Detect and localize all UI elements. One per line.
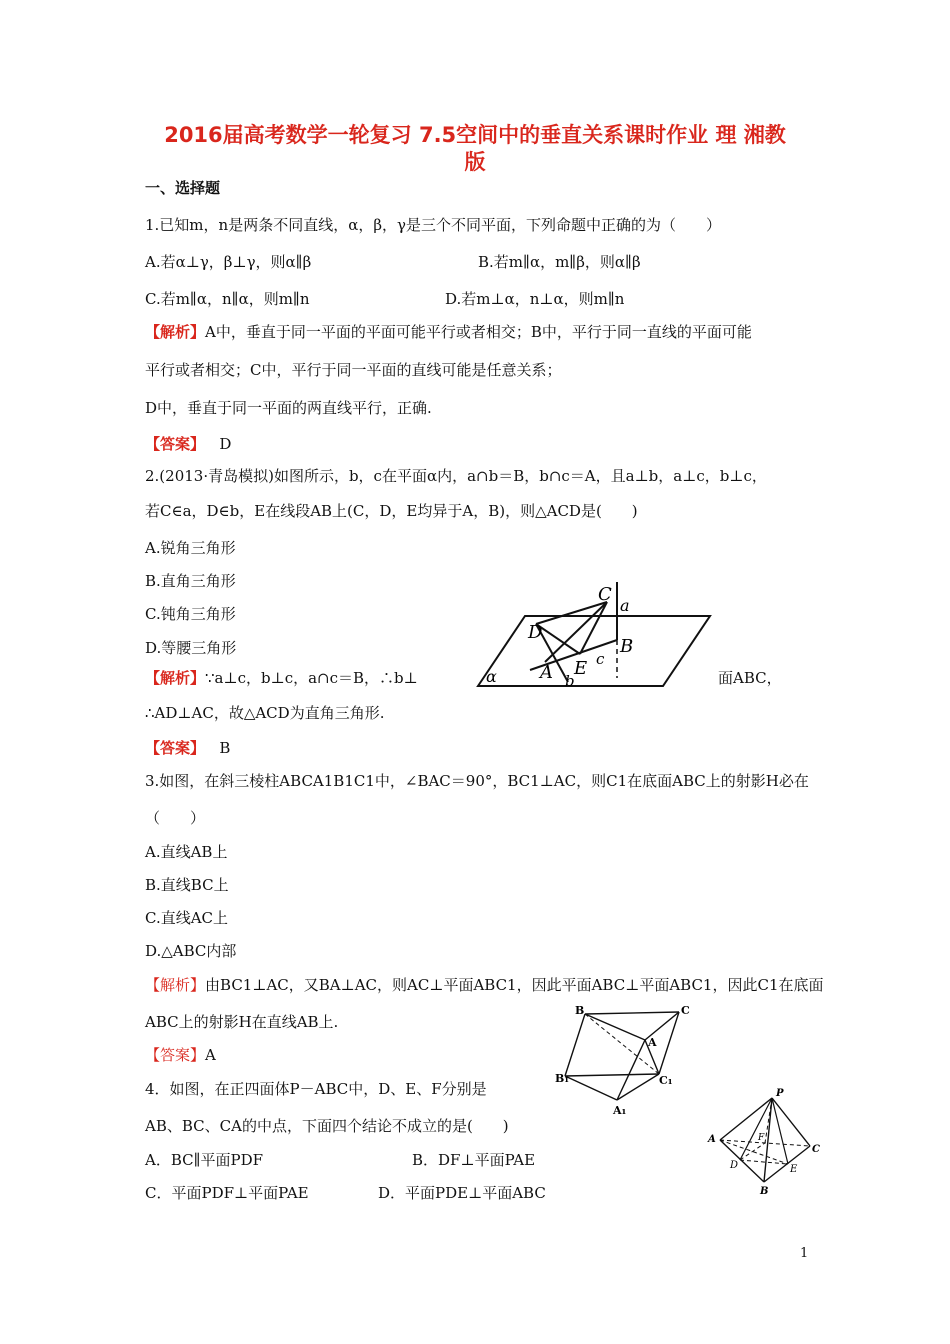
segment-DE bbox=[740, 1160, 788, 1164]
label-B: B bbox=[620, 636, 634, 657]
q3-stem-line-1: 3.如图，在斜三棱柱ABCA1B1C1中，∠BAC＝90°，BC1⊥AC，则C1在底面ABC上的射影H必在 bbox=[145, 772, 809, 790]
edge-BA bbox=[585, 1014, 645, 1040]
q3-stem-line-2: （ ） bbox=[145, 809, 206, 827]
q2-answer-value: B bbox=[219, 739, 231, 757]
label-b: b bbox=[565, 672, 575, 690]
label-C: C bbox=[681, 1004, 690, 1017]
q2-analysis-line-2: ∴AD⊥AC，故△ACD为直角三角形. bbox=[145, 704, 385, 722]
edge-CC1 bbox=[659, 1012, 679, 1074]
answer-tag: 【答案】 bbox=[145, 435, 206, 453]
q1-option-b: B.若m∥α，m∥β，则α∥β bbox=[478, 253, 641, 271]
q3-analysis-line-2: ABC上的射影H在直线AB上. bbox=[145, 1013, 339, 1031]
analysis-tag: 【解析】 bbox=[145, 976, 206, 994]
q3-analysis-text-1: 由BC1⊥AC，又BA⊥AC，则AC⊥平面ABC1，因此平面ABC⊥平面ABC1，因此C1在底面 bbox=[205, 976, 824, 994]
q3-option-c: C.直线AC上 bbox=[145, 909, 229, 927]
label-A: A bbox=[708, 1134, 716, 1145]
edge-BB1 bbox=[565, 1014, 585, 1076]
label-C1: C₁ bbox=[659, 1074, 673, 1087]
q2-answer bbox=[145, 738, 230, 758]
edge-B1A1 bbox=[565, 1076, 617, 1100]
label-E: E bbox=[574, 658, 588, 679]
label-C: C bbox=[812, 1144, 820, 1155]
q3-answer-value: A bbox=[205, 1046, 216, 1064]
label-B: B bbox=[575, 1004, 585, 1017]
q2-option-d: D.等腰三角形 bbox=[145, 639, 237, 657]
q1-answer bbox=[145, 434, 231, 454]
q3-option-d: D.△ABC内部 bbox=[145, 942, 237, 960]
label-A1: A₁ bbox=[613, 1104, 627, 1117]
label-a: a bbox=[620, 596, 630, 615]
q4-figure bbox=[700, 1082, 825, 1197]
q3-analysis-line-1 bbox=[145, 975, 824, 995]
label-P: P bbox=[776, 1088, 784, 1099]
q2-option-c: C.钝角三角形 bbox=[145, 605, 236, 623]
q1-option-a: A.若α⊥γ，β⊥γ，则α∥β bbox=[145, 253, 312, 271]
answer-tag: 【答案】 bbox=[145, 739, 206, 757]
q1-answer-value: D bbox=[219, 435, 232, 453]
q1-analysis-line-3: D中，垂直于同一平面的两直线平行，正确. bbox=[145, 399, 432, 417]
section-heading: 一、选择题 bbox=[145, 179, 221, 197]
q4-stem-line-2: AB、BC、CA的中点，下面四个结论不成立的是( ) bbox=[145, 1117, 509, 1135]
q2-stem-line-1: 2.(2013·青岛模拟)如图所示，b，c在平面α内，a∩b＝B，b∩c＝A，且a⊥b，a⊥c，b⊥c， bbox=[145, 467, 767, 485]
q3-answer bbox=[145, 1045, 216, 1065]
label-alpha: α bbox=[486, 667, 497, 686]
analysis-tag: 【解析】 bbox=[145, 323, 206, 341]
label-B1: B₁ bbox=[555, 1072, 570, 1085]
q3-option-b: B.直线BC上 bbox=[145, 876, 229, 894]
answer-tag: 【答案】 bbox=[145, 1046, 206, 1064]
q4-option-d: D．平面PDE⊥平面ABC bbox=[378, 1184, 546, 1202]
label-E: E bbox=[790, 1164, 798, 1175]
q1-analysis-text-1: A中，垂直于同一平面的平面可能平行或者相交；B中，平行于同一直线的平面可能 bbox=[205, 323, 752, 341]
title-line-1: 2016届高考数学一轮复习 7.5空间中的垂直关系课时作业 理 湘教 bbox=[164, 123, 786, 147]
q3-figure bbox=[555, 1000, 705, 1120]
q4-stem-line-1: 4．如图，在正四面体P－ABC中，D、E、F分别是 bbox=[145, 1080, 487, 1098]
document-title bbox=[120, 122, 830, 176]
q2-stem-line-2: 若C∈a，D∈b，E在线段AB上(C，D，E均异于A，B)，则△ACD是( ) bbox=[145, 502, 638, 520]
page-number: 1 bbox=[800, 1246, 809, 1261]
q4-option-a: A．BC∥平面PDF bbox=[145, 1151, 264, 1169]
q2-figure bbox=[470, 578, 720, 690]
label-A: A bbox=[540, 662, 553, 683]
label-B: B bbox=[760, 1186, 769, 1197]
q1-analysis-line-1 bbox=[145, 322, 752, 342]
q2-option-b: B.直角三角形 bbox=[145, 572, 236, 590]
edge-B1C1 bbox=[565, 1074, 659, 1076]
q1-analysis-line-2: 平行或者相交；C中，平行于同一平面的直线可能是任意关系； bbox=[145, 361, 562, 379]
q2-analysis-line-1 bbox=[145, 668, 418, 688]
q2-analysis-tail: 面ABC， bbox=[718, 669, 782, 687]
label-D: D bbox=[528, 622, 543, 643]
q2-analysis-text-1: ∵a⊥c，b⊥c，a∩c＝B，∴b⊥ bbox=[205, 669, 418, 687]
label-D: D bbox=[730, 1160, 739, 1171]
q3-option-a: A.直线AB上 bbox=[145, 843, 228, 861]
q1-stem: 1.已知m，n是两条不同直线，α，β，γ是三个不同平面，下列命题中正确的为（ ） bbox=[145, 216, 721, 234]
label-c: c bbox=[596, 650, 605, 668]
edge-BC bbox=[585, 1012, 679, 1014]
label-A: A bbox=[648, 1036, 657, 1049]
q1-option-d: D.若m⊥α，n⊥α，则m∥n bbox=[445, 290, 625, 308]
title-line-2: 版 bbox=[464, 150, 486, 174]
q1-option-c: C.若m∥α，n∥α，则m∥n bbox=[145, 290, 310, 308]
q2-option-a: A.锐角三角形 bbox=[145, 539, 236, 557]
label-F: F bbox=[758, 1133, 765, 1143]
q4-option-c: C．平面PDF⊥平面PAE bbox=[145, 1184, 309, 1202]
q4-option-b: B．DF⊥平面PAE bbox=[412, 1151, 536, 1169]
label-C: C bbox=[598, 584, 612, 605]
analysis-tag: 【解析】 bbox=[145, 669, 206, 687]
